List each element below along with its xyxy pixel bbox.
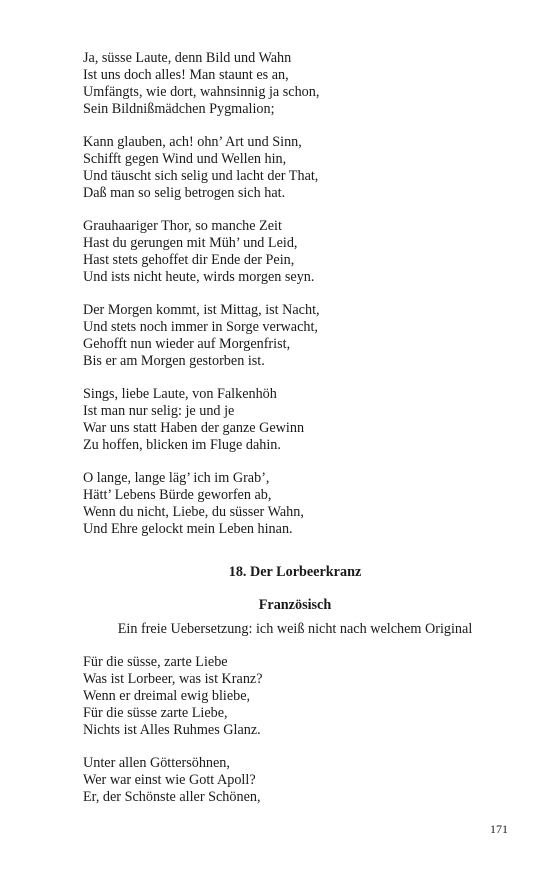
verse-line: Ist uns doch alles! Man staunt es an, xyxy=(83,66,289,83)
verse-line: Ja, süsse Laute, denn Bild und Wahn xyxy=(83,50,292,66)
verse-line: Ist man nur selig: je und je xyxy=(83,402,235,419)
verse-line: Und täuscht sich selig und lacht der That, xyxy=(83,167,319,184)
verse-line: Er, der Schönste aller Schönen, xyxy=(83,788,261,805)
verse-line: Sein Bildnißmädchen Pygmalion; xyxy=(83,100,275,117)
verse-line: Wenn du nicht, Liebe, du süsser Wahn, xyxy=(83,503,304,520)
verse-line: Wer war einst wie Gott Apoll? xyxy=(83,771,256,788)
verse-line: Der Morgen kommt, ist Mittag, ist Nacht, xyxy=(83,302,320,318)
verse-line: Für die süsse zarte Liebe, xyxy=(83,704,228,721)
stanza-3 xyxy=(83,218,314,286)
stanza-2 xyxy=(83,134,318,202)
stanza-4 xyxy=(83,302,320,370)
verse-line: Und Ehre gelockt mein Leben hinan. xyxy=(83,520,293,537)
verse-line: Was ist Lorbeer, was ist Kranz? xyxy=(83,670,263,687)
verse-line: War uns statt Haben der ganze Gewinn xyxy=(83,419,305,436)
stanza-2 xyxy=(83,755,261,806)
verse-line: Umfängts, wie dort, wahnsinnig ja schon, xyxy=(83,83,320,100)
verse-line: Für die süsse, zarte Liebe xyxy=(83,654,228,670)
translation-note: Ein freie Uebersetzung: ich weiß nicht nach welchem Original xyxy=(117,621,473,637)
verse-line: Zu hoffen, blicken im Fluge dahin. xyxy=(83,436,281,453)
stanza-5 xyxy=(83,386,304,454)
stanza-6 xyxy=(83,470,304,538)
page-number: 171 xyxy=(490,822,508,836)
verse-line: Sings, liebe Laute, von Falkenhöh xyxy=(83,386,277,402)
verse-line: Und stets noch immer in Sorge verwacht, xyxy=(83,318,318,335)
verse-line: Wenn er dreimal ewig bliebe, xyxy=(83,687,251,704)
verse-line: O lange, lange läg’ ich im Grab’, xyxy=(83,470,270,486)
verse-line: Hast stets gehoffet dir Ende der Pein, xyxy=(83,251,295,268)
stanza-1 xyxy=(83,654,263,739)
section-title: 18. Der Lorbeerkranz xyxy=(228,564,362,580)
verse-line: Schifft gegen Wind und Wellen hin, xyxy=(83,150,287,167)
verse-line: Bis er am Morgen gestorben ist. xyxy=(83,352,265,369)
verse-line: Grauhaariger Thor, so manche Zeit xyxy=(83,218,282,234)
verse-line: Nichts ist Alles Ruhmes Glanz. xyxy=(83,721,261,738)
verse-line: Kann glauben, ach! ohn’ Art und Sinn, xyxy=(83,134,302,150)
verse-line: Gehofft nun wieder auf Morgenfrist, xyxy=(83,335,291,352)
section-subtitle: Französisch xyxy=(258,597,332,613)
verse-line: Unter allen Göttersöhnen, xyxy=(83,755,230,771)
verse-line: Daß man so selig betrogen sich hat. xyxy=(83,184,286,201)
verse-line: Hast du gerungen mit Müh’ und Leid, xyxy=(83,234,298,251)
verse-line: Und ists nicht heute, wirds morgen seyn. xyxy=(83,268,315,285)
stanza-1 xyxy=(83,50,319,118)
verse-line: Hätt’ Lebens Bürde geworfen ab, xyxy=(83,486,272,503)
